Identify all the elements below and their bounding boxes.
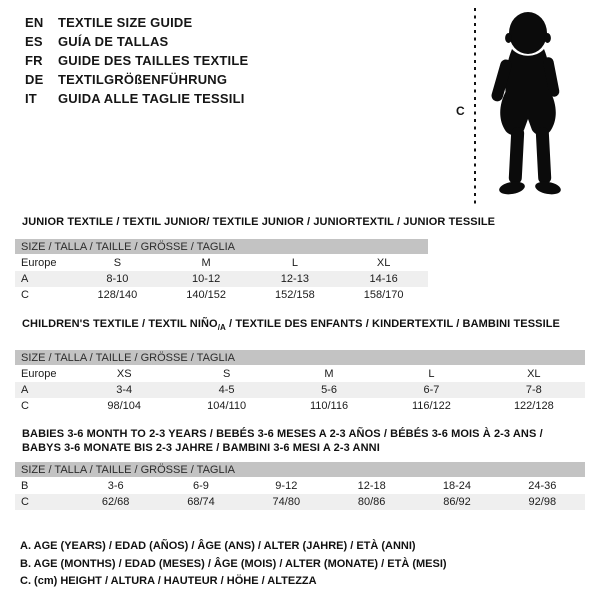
lang-code: EN [25,15,44,30]
table-cell: 6-9 [193,480,209,492]
table-row [15,287,428,303]
children-textile-section [15,318,585,414]
lang-code: DE [25,72,44,87]
table-row [15,255,428,271]
lang-code: IT [25,91,37,106]
row-label: A [21,273,29,285]
table-cell: 14-16 [369,273,398,285]
row-label: C [21,289,29,301]
table-cell: 12-18 [357,480,386,492]
table-cell: L [428,368,435,381]
table-cell: 9-12 [275,480,298,492]
table-cell: 92/98 [528,496,557,508]
title-line-2: BABYS 3-6 MONATE BIS 2-3 JAHRE / BAMBINI 3-6 MESI A 2-3 ANNI [22,442,380,454]
table-cell: 74/80 [272,496,301,508]
children-size-table [15,350,585,414]
legend-notes [20,538,447,591]
title-suffix: / TEXTILE DES ENFANTS / KINDERTEXTIL / BAMBINI TESSILE [225,318,560,330]
table-cell: 116/122 [411,400,451,413]
lang-code: ES [25,34,43,49]
table-cell: 62/68 [101,496,130,508]
lang-title: GUIDE DES TAILLES TEXTILE [58,53,249,68]
row-label: Europe [21,257,57,269]
table-cell: XL [527,368,541,381]
table-cell: 152/158 [274,289,315,301]
table-row [15,494,585,510]
row-label: C [21,496,29,508]
junior-size-table [15,239,428,303]
table-row [15,478,585,494]
table-row [15,366,585,382]
table-cell: 158/170 [363,289,404,301]
table-cell: 6-7 [423,384,440,397]
table-cell: 80/86 [357,496,386,508]
lang-row-fr [25,51,248,70]
height-measure-label: C [456,104,465,118]
language-header [25,13,248,108]
row-label: B [21,480,29,492]
section-title [22,318,585,334]
baby-silhouette-icon [481,7,579,207]
table-cell: 3-4 [116,384,133,397]
junior-textile-section [15,216,496,303]
table-cell: S [222,368,231,381]
lang-title: TEXTILE SIZE GUIDE [58,15,193,30]
lang-row-es [25,32,248,51]
size-header-bar: SIZE / TALLA / TAILLE / GRÖSSE / TAGLIA [15,350,585,365]
table-cell: 7-8 [525,384,542,397]
table-cell: 10-12 [192,273,221,285]
table-cell: 4-5 [218,384,235,397]
table-cell: 128/140 [97,289,138,301]
table-cell: XS [116,368,132,381]
table-cell: 8-10 [106,273,129,285]
table-cell: XL [376,257,391,269]
lang-title: TEXTILGRÖßENFÜHRUNG [58,72,228,87]
title-subscript: /A [217,323,226,333]
table-cell: 110/116 [309,400,349,413]
note-height-cm: C. (cm) HEIGHT / ALTURA / HAUTEUR / HÖHE / ALTEZZA [20,575,317,587]
note-age-months: B. AGE (MONTHS) / EDAD (MESES) / ÂGE (MOIS) / ALTER (MONATE) / ETÀ (MESI) [20,557,447,570]
lang-code: FR [25,53,43,68]
section-title [22,427,585,455]
table-row [15,382,585,398]
table-cell: M [201,257,211,269]
note-age-years: A. AGE (YEARS) / EDAD (AÑOS) / ÂGE (ANS) / ALTER (JAHRE) / ETÀ (ANNI) [20,540,416,552]
section-title: JUNIOR TEXTILE / TEXTIL JUNIOR/ TEXTILE JUNIOR / JUNIORTEXTIL / JUNIOR TESSILE [22,216,496,228]
lang-row-de [25,70,248,89]
table-cell: 24-36 [528,480,557,492]
table-cell: 104/110 [207,400,247,413]
table-cell: 5-6 [321,384,337,397]
title-line-1: BABIES 3-6 MONTH TO 2-3 YEARS / BEBÉS 3-6 MESES A 2-3 AÑOS / BÉBÉS 3-6 MOIS À 2-3 ANS / [22,428,543,440]
row-label: A [21,384,29,397]
table-row [15,271,428,287]
table-cell: 18-24 [442,480,472,492]
table-cell: 12-13 [280,273,309,285]
table-cell: S [113,257,122,269]
table-cell: 68/74 [187,496,215,508]
size-header-bar: SIZE / TALLA / TAILLE / GRÖSSE / TAGLIA [15,462,585,477]
height-dashed-line [474,8,476,206]
table-cell: L [291,257,298,269]
table-cell: 122/128 [513,400,554,413]
table-cell: 86/92 [443,496,471,508]
row-label: C [21,400,29,413]
babies-size-table [15,462,585,510]
lang-title: GUÍA DE TALLAS [58,34,169,49]
lang-row-it [25,89,248,108]
lang-row-en [25,13,248,32]
babies-textile-section [15,427,585,510]
table-cell: 140/152 [186,289,226,301]
size-header-bar: SIZE / TALLA / TAILLE / GRÖSSE / TAGLIA [15,239,428,254]
table-row [15,398,585,414]
table-cell: 3-6 [107,480,124,492]
table-cell: M [324,368,334,381]
row-label: Europe [21,368,57,381]
title-prefix: CHILDREN'S TEXTILE / TEXTIL NIÑO [22,318,218,330]
lang-title: GUIDA ALLE TAGLIE TESSILI [58,91,245,106]
table-cell: 98/104 [107,400,142,413]
